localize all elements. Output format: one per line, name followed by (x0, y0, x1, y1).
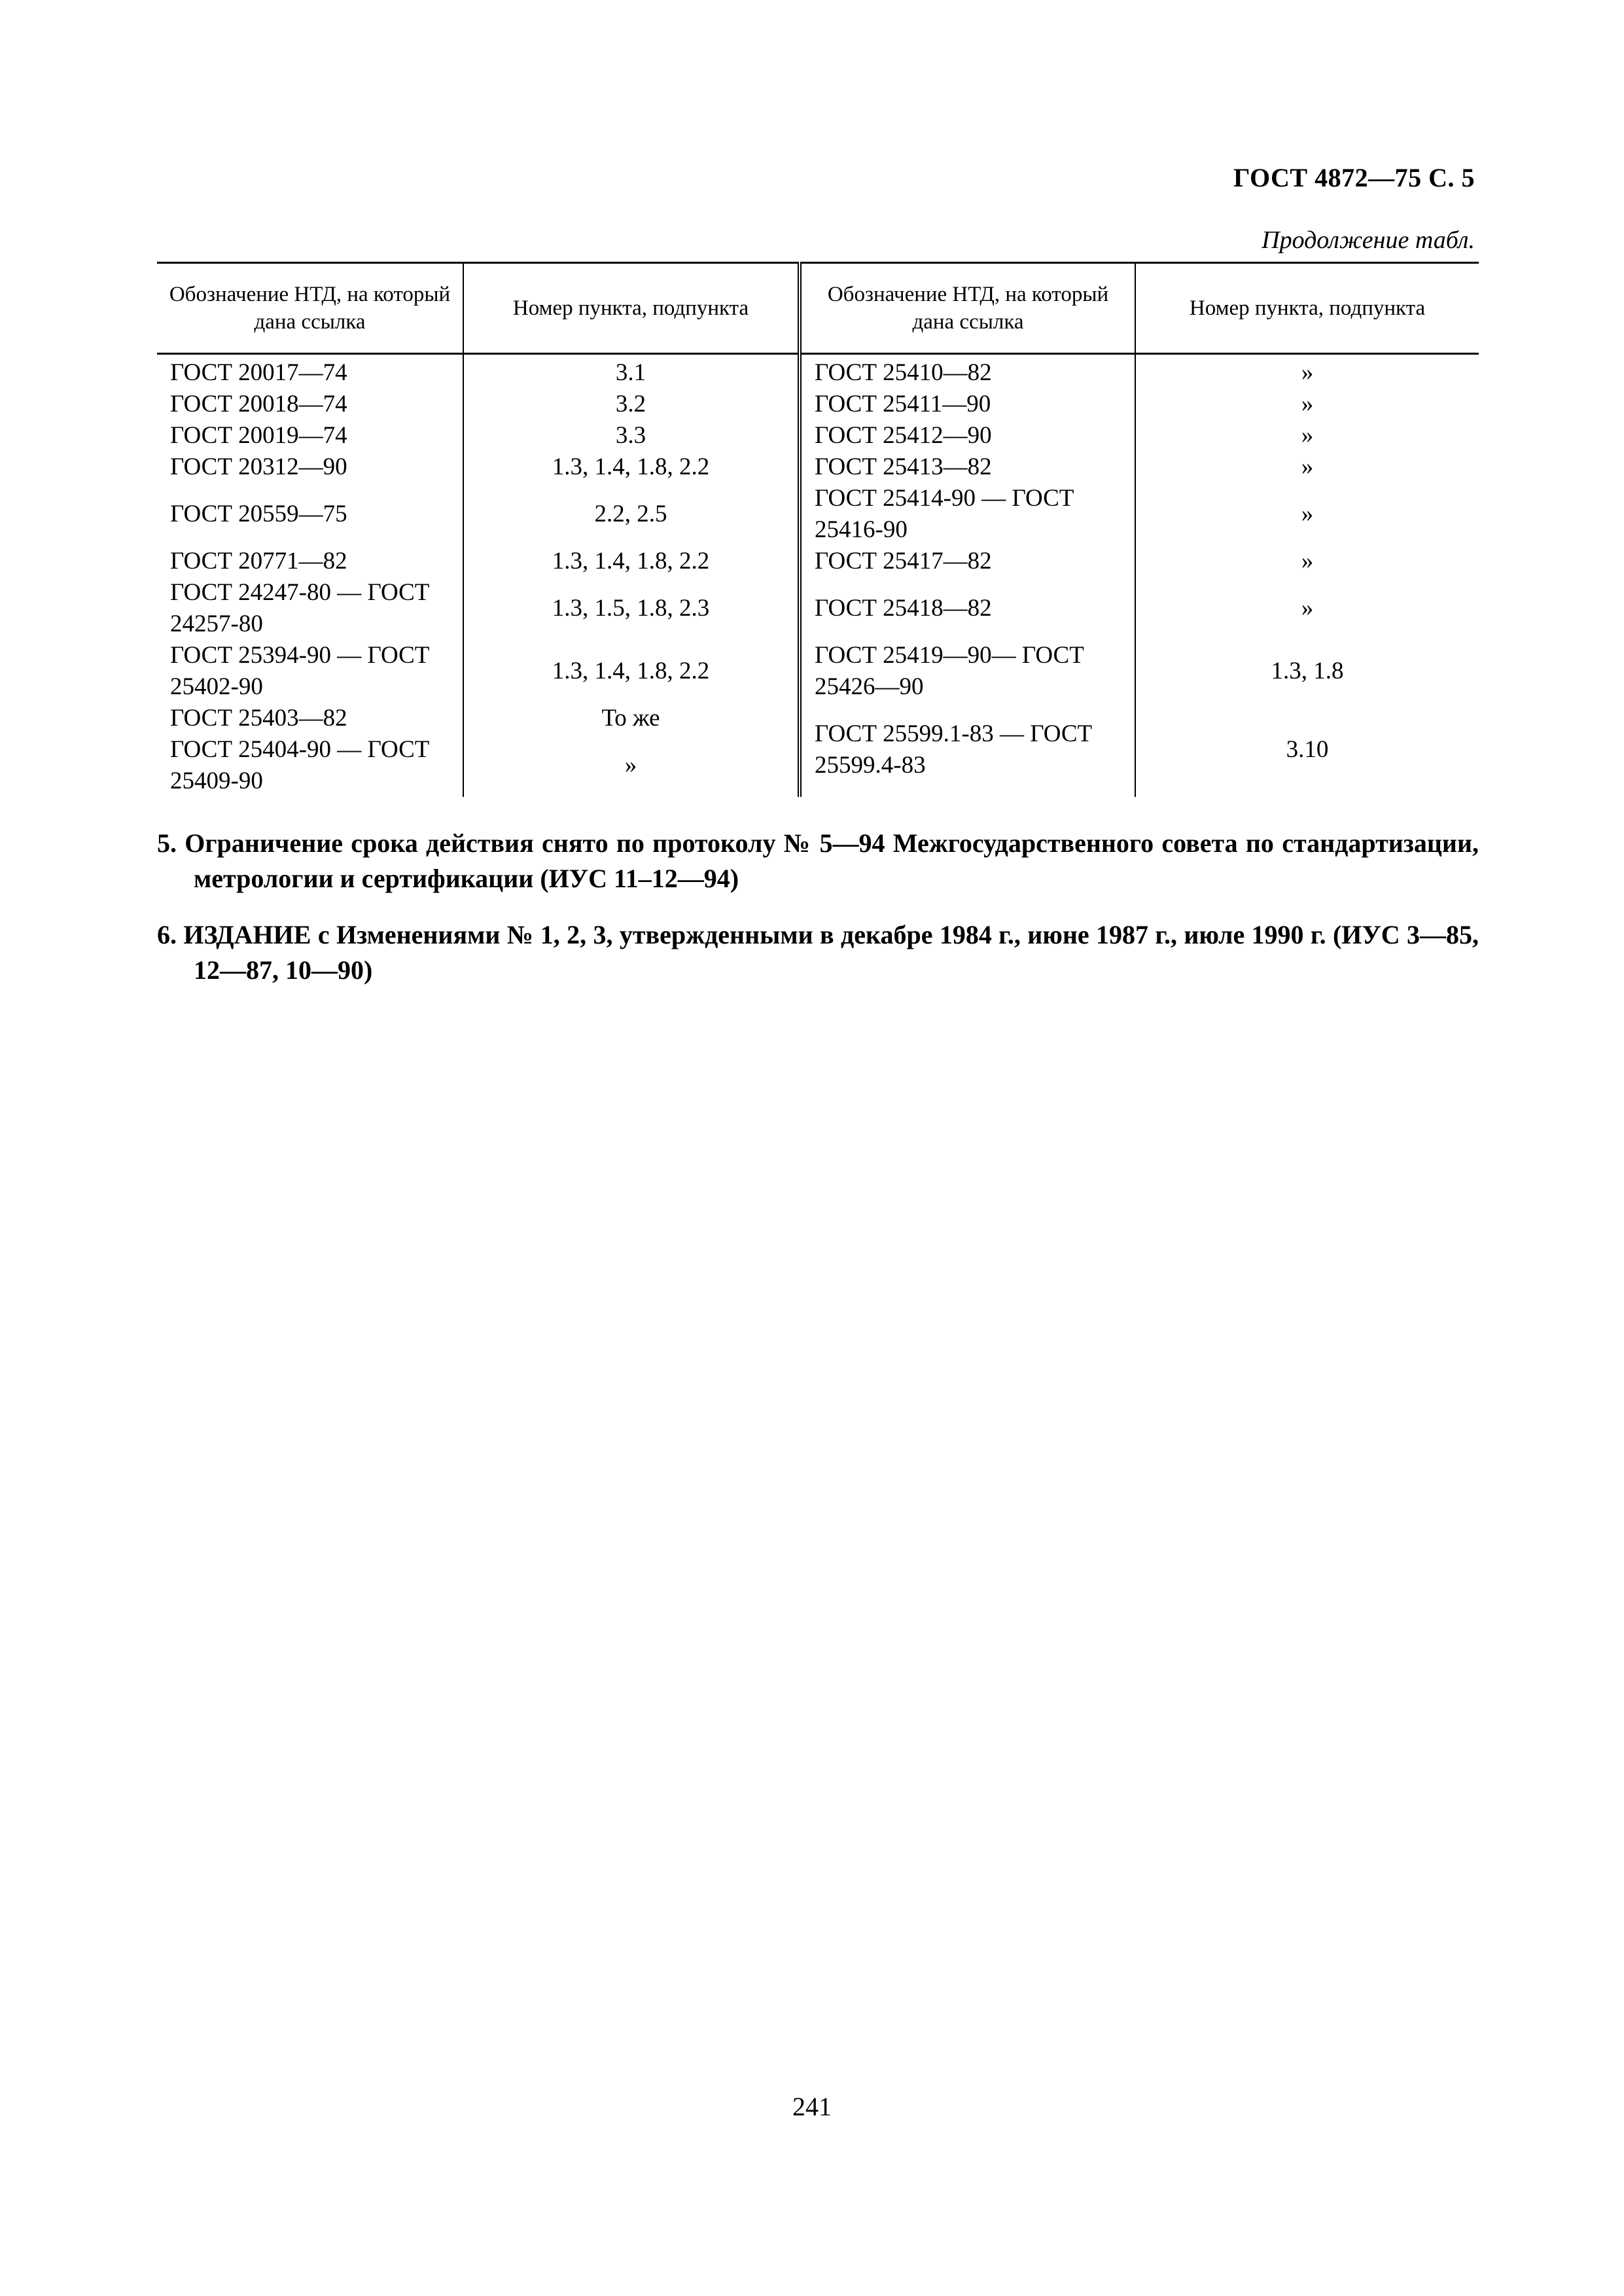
point-left-cell: 3.1 (463, 354, 800, 389)
note-6: 6. ИЗДАНИЕ с Изменениями № 1, 2, 3, утвержденными в декабре 1984 г., июне 1987 г., июле 1990 г. (ИУС 3—85, 12—87, 10—90) (157, 920, 1479, 985)
point-left-cell: 3.2 (463, 389, 800, 420)
ntd-right-cell: ГОСТ 25414-90 — ГОСТ 25416-90 (800, 483, 1135, 546)
column-header-point-right: Номер пункта, подпункта (1135, 263, 1479, 354)
ntd-right-cell: ГОСТ 25419—90— ГОСТ 25426—90 (800, 640, 1135, 703)
table-row (157, 389, 1479, 420)
table-row (157, 354, 1479, 389)
ntd-right-cell: ГОСТ 25413—82 (800, 451, 1135, 483)
ntd-right-cell: ГОСТ 25410—82 (800, 354, 1135, 389)
document-header: ГОСТ 4872—75 С. 5 (1233, 163, 1475, 192)
point-right-cell: » (1135, 451, 1479, 483)
ntd-left-cell: ГОСТ 20312—90 (170, 453, 347, 480)
point-right-cell: 1.3, 1.8 (1135, 640, 1479, 703)
ntd-left-cell: ГОСТ 25404-90 — ГОСТ 25409-90 (170, 736, 430, 794)
ntd-left-cell: ГОСТ 20771—82 (170, 548, 347, 574)
ntd-left-cell: ГОСТ 20559—75 (170, 501, 347, 527)
table-row (157, 640, 1479, 703)
column-header-point-left: Номер пункта, подпункта (463, 263, 800, 354)
point-right-cell: » (1135, 483, 1479, 546)
ntd-left-cell: ГОСТ 24247-80 — ГОСТ 24257-80 (170, 579, 430, 637)
ntd-left-cell: ГОСТ 20019—74 (170, 422, 347, 449)
table-row (157, 420, 1479, 451)
column-header-ntd-left: Обозначение НТД, на который дана ссылка (157, 263, 463, 354)
point-right-cell: » (1135, 354, 1479, 389)
point-right-cell: » (1135, 389, 1479, 420)
ntd-left-cell: ГОСТ 20018—74 (170, 391, 347, 417)
table-row (157, 483, 1479, 546)
ntd-right-cell: ГОСТ 25418—82 (800, 577, 1135, 640)
point-left-cell: 1.3, 1.5, 1.8, 2.3 (463, 577, 800, 640)
point-right-cell: » (1135, 546, 1479, 577)
table-row (157, 546, 1479, 577)
table-row (157, 703, 1479, 734)
page-number: 241 (792, 2092, 832, 2121)
point-left-cell: 2.2, 2.5 (463, 483, 800, 546)
ntd-right-cell: ГОСТ 25411—90 (800, 389, 1135, 420)
table-caption: Продолжение табл. (1262, 226, 1475, 254)
ntd-left-cell: ГОСТ 25394-90 — ГОСТ 25402-90 (170, 642, 430, 700)
reference-table (157, 262, 1479, 797)
ntd-left-cell: ГОСТ 25403—82 (170, 705, 347, 732)
point-right-cell: 3.10 (1135, 703, 1479, 797)
ntd-right-cell: ГОСТ 25412—90 (800, 420, 1135, 451)
point-left-cell: 1.3, 1.4, 1.8, 2.2 (463, 640, 800, 703)
table-header-row (157, 263, 1479, 354)
ntd-left-cell: ГОСТ 20017—74 (170, 359, 347, 386)
point-left-cell: То же (463, 703, 800, 734)
ntd-right-cell: ГОСТ 25417—82 (800, 546, 1135, 577)
point-right-cell: » (1135, 420, 1479, 451)
point-left-cell: 1.3, 1.4, 1.8, 2.2 (463, 451, 800, 483)
point-left-cell: » (463, 734, 800, 797)
point-right-cell: » (1135, 577, 1479, 640)
table-row (157, 577, 1479, 640)
point-left-cell: 3.3 (463, 420, 800, 451)
note-5: 5. Ограничение срока действия снято по протоколу № 5—94 Межгосударственного совета по стандартизации, метрологии и сертификации (ИУС 11–12—94) (157, 828, 1479, 893)
column-header-ntd-right: Обозначение НТД, на который дана ссылка (800, 263, 1135, 354)
table-row (157, 451, 1479, 483)
point-left-cell: 1.3, 1.4, 1.8, 2.2 (463, 546, 800, 577)
ntd-right-cell: ГОСТ 25599.1-83 — ГОСТ 25599.4-83 (800, 703, 1135, 797)
